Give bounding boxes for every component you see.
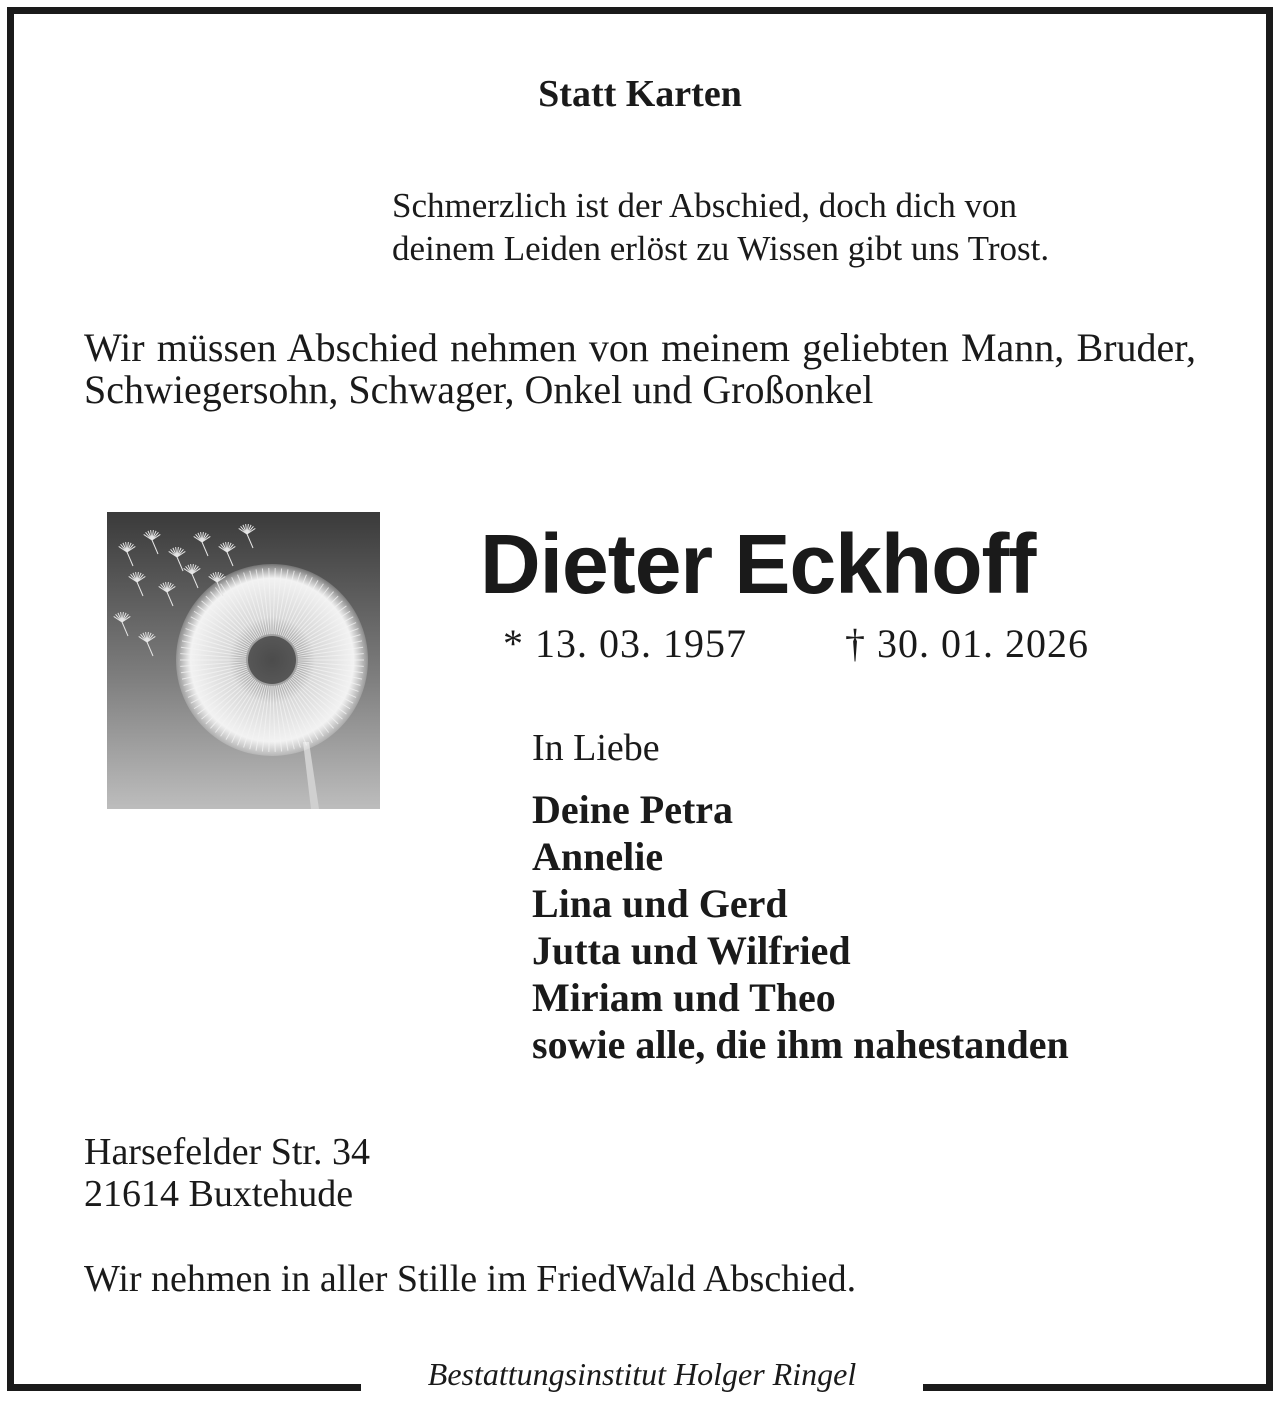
- header-title: Statt Karten: [538, 73, 742, 115]
- memorial-quote: [392, 184, 1212, 270]
- mourner-name: Lina und Gerd: [532, 881, 788, 926]
- mourner-name: Jutta und Wilfried: [532, 928, 851, 973]
- funeral-home: Bestattungsinstitut Holger Ringel: [427, 1356, 857, 1392]
- quote-line-1: Schmerzlich ist der Abschied, doch dich von: [392, 186, 1017, 225]
- address-block: [84, 1131, 370, 1215]
- death-date: † 30. 01. 2026: [845, 621, 1089, 666]
- birth-date: * 13. 03. 1957: [503, 621, 747, 666]
- deceased-name: Dieter Eckhoff: [480, 517, 1036, 611]
- mourner-name: Annelie: [532, 834, 664, 879]
- address-street: Harsefelder Str. 34: [84, 1131, 370, 1173]
- bottom-rule-left: [7, 1384, 361, 1391]
- intro-text: Wir müssen Abschied nehmen von meinem geliebten Mann, Bruder, Schwiegersohn, Schwager, Onkel und Großonkel: [84, 325, 1196, 412]
- mourners-list: [532, 786, 1069, 1068]
- quote-line-2: deinem Leiden erlöst zu Wissen gibt uns Trost.: [392, 229, 1050, 268]
- mourner-name: Miriam und Theo: [532, 975, 836, 1020]
- address-city: 21614 Buxtehude: [84, 1173, 354, 1215]
- bottom-rule-right: [923, 1384, 1273, 1391]
- dandelion-icon: [107, 512, 380, 809]
- mourner-name: sowie alle, die ihm nahestanden: [532, 1022, 1069, 1067]
- farewell-notice: Wir nehmen in aller Stille im FriedWald Abschied.: [84, 1258, 857, 1300]
- mourners-intro: In Liebe: [532, 727, 660, 769]
- mourner-name: Deine Petra: [532, 787, 734, 832]
